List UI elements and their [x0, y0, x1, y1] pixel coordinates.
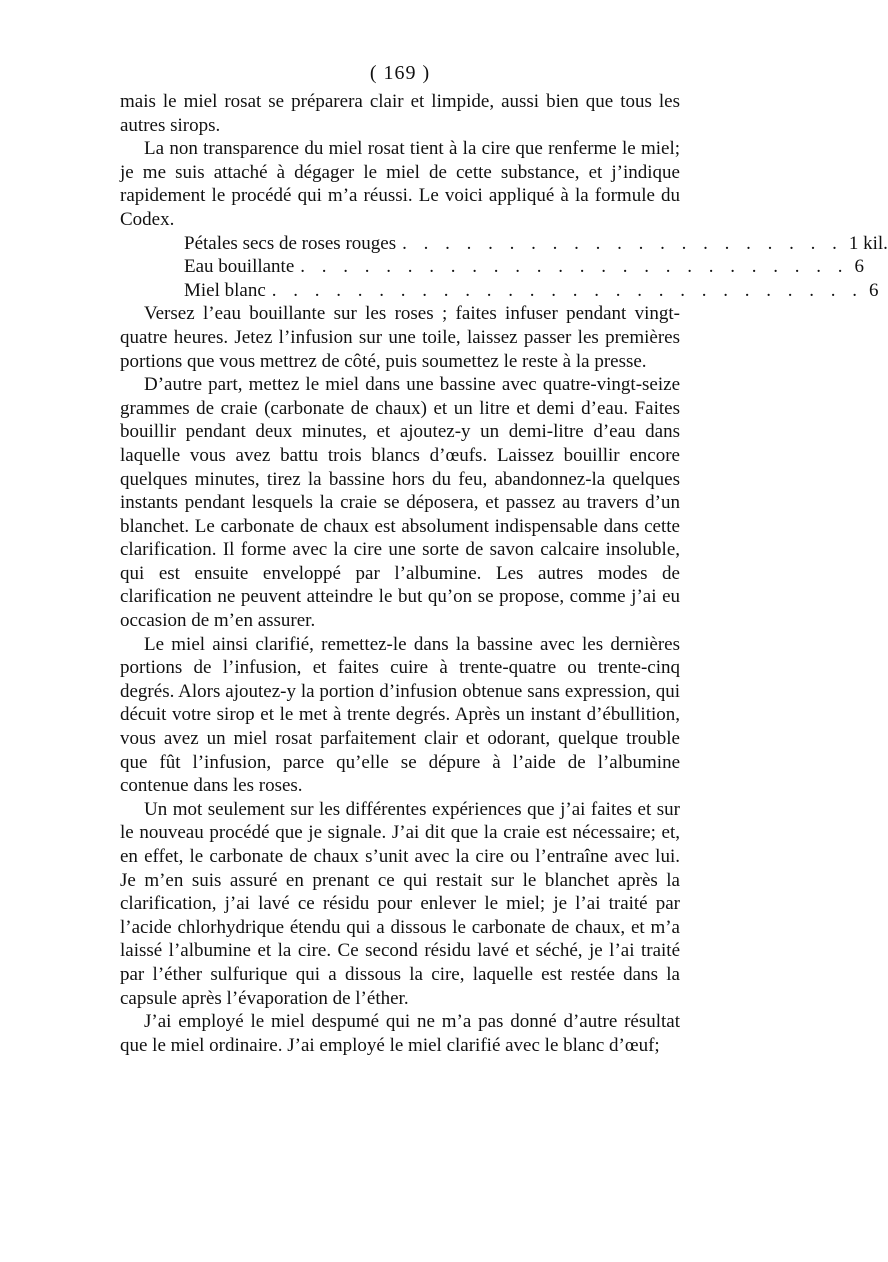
dot-leader: . . . . . . . . . . . . . . . . . . . . . . . . . . . .	[271, 279, 864, 301]
paragraph: J’ai employé le miel despumé qui ne m’a pas donné d’autre résultat que le miel ordinaire. J’ai employé le miel clarifié avec le blanc d’œuf;	[120, 1011, 680, 1056]
recipe-list	[120, 232, 888, 303]
dot-leader: . . . . . . . . . . . . . . . . . . . . .	[402, 232, 843, 254]
document-body	[120, 90, 888, 1057]
paragraph: D’autre part, mettez le miel dans une bassine avec quatre-vingt-seize grammes de craie (carbonate de chaux) et un litre et demi d’eau. Faites bouillir pendant deux minutes, et ajoutez-y un demi-litre d’eau dans laquelle vous avez battu trois blancs d’œufs. Laissez bouillir encore quelques minutes, tirez la bassine hors du feu, abandonnez-la quelques instants pendant lesquels la craie se déposera, et passez au travers d’un blanchet. Le carbonate de chaux est absolument indispensable dans cette clarification. Il forme avec la cire une sorte de savon calcaire insoluble, qui est ensuite enveloppé par l’albumine. Les autres modes de clarification ne peuvent atteindre le but qu’on se propose, comme j’ai eu occasion de m’en assurer.	[120, 374, 680, 632]
recipe-row	[184, 279, 879, 303]
recipe-quantity: 6	[854, 256, 865, 278]
paragraph: Le miel ainsi clarifié, remettez-le dans la bassine avec les dernières portions de l’infusion, et faites cuire à trente-quatre ou trente-cinq degrés. Alors ajoutez-y la portion d’infusion obtenue sans expression, qui décuit votre sirop et le met à trente degrés. Après un instant d’ébullition, vous avez un miel rosat parfaitement clair et odorant, quelque trouble que fût l’infusion, parce qu’elle se dépure à l’aide de l’albumine contenue dans les roses.	[120, 633, 680, 797]
recipe-row	[184, 255, 865, 279]
recipe-quantity: 1 kil.	[848, 232, 888, 254]
paragraph: La non transparence du miel rosat tient à la cire que renferme le miel; je me suis attaché à dégager le miel de cette substance, et j’indique rapidement le procédé qui m’a réussi. Le voici appliqué à la formule du Codex.	[120, 138, 680, 230]
recipe-ingredient: Miel blanc	[184, 279, 266, 301]
page-number: ( 169 )	[369, 62, 431, 84]
recipe-quantity: 6	[869, 279, 879, 301]
paragraph: Un mot seulement sur les différentes expériences que j’ai faites et sur le nouveau procédé que je signale. J’ai dit que la craie est nécessaire; et, en effet, le carbonate de chaux s’unit avec la cire ou l’entraîne avec lui. Je m’en suis assuré en prenant ce qui restait sur le blanchet après la clarification, j’ai lavé ce résidu pour enlever le miel; je l’ai traité par l’acide chlorhydrique étendu qui a dissous le carbonate de chaux, et m’a laissé l’albumine et la cire. Ce second résidu lavé et séché, je l’ai traité par l’éther sulfurique qui a dissous la cire, laquelle est restée dans la capsule après l’évaporation de l’éther.	[120, 798, 680, 1009]
recipe-ingredient: Eau bouillante	[184, 256, 295, 278]
paragraph: Versez l’eau bouillante sur les roses ; faites infuser pendant vingt-quatre heures. Jetez l’infusion sur une toile, laissez passer les premières portions que vous mettrez de côté, puis soumettez le reste à la presse.	[120, 303, 680, 372]
recipe-ingredient: Pétales secs de roses rouges	[184, 232, 397, 254]
paragraph: mais le miel rosat se préparera clair et limpide, aussi bien que tous les autres sirops.	[120, 91, 680, 136]
recipe-row	[184, 232, 888, 256]
dot-leader: . . . . . . . . . . . . . . . . . . . . . . . . . .	[300, 256, 849, 278]
